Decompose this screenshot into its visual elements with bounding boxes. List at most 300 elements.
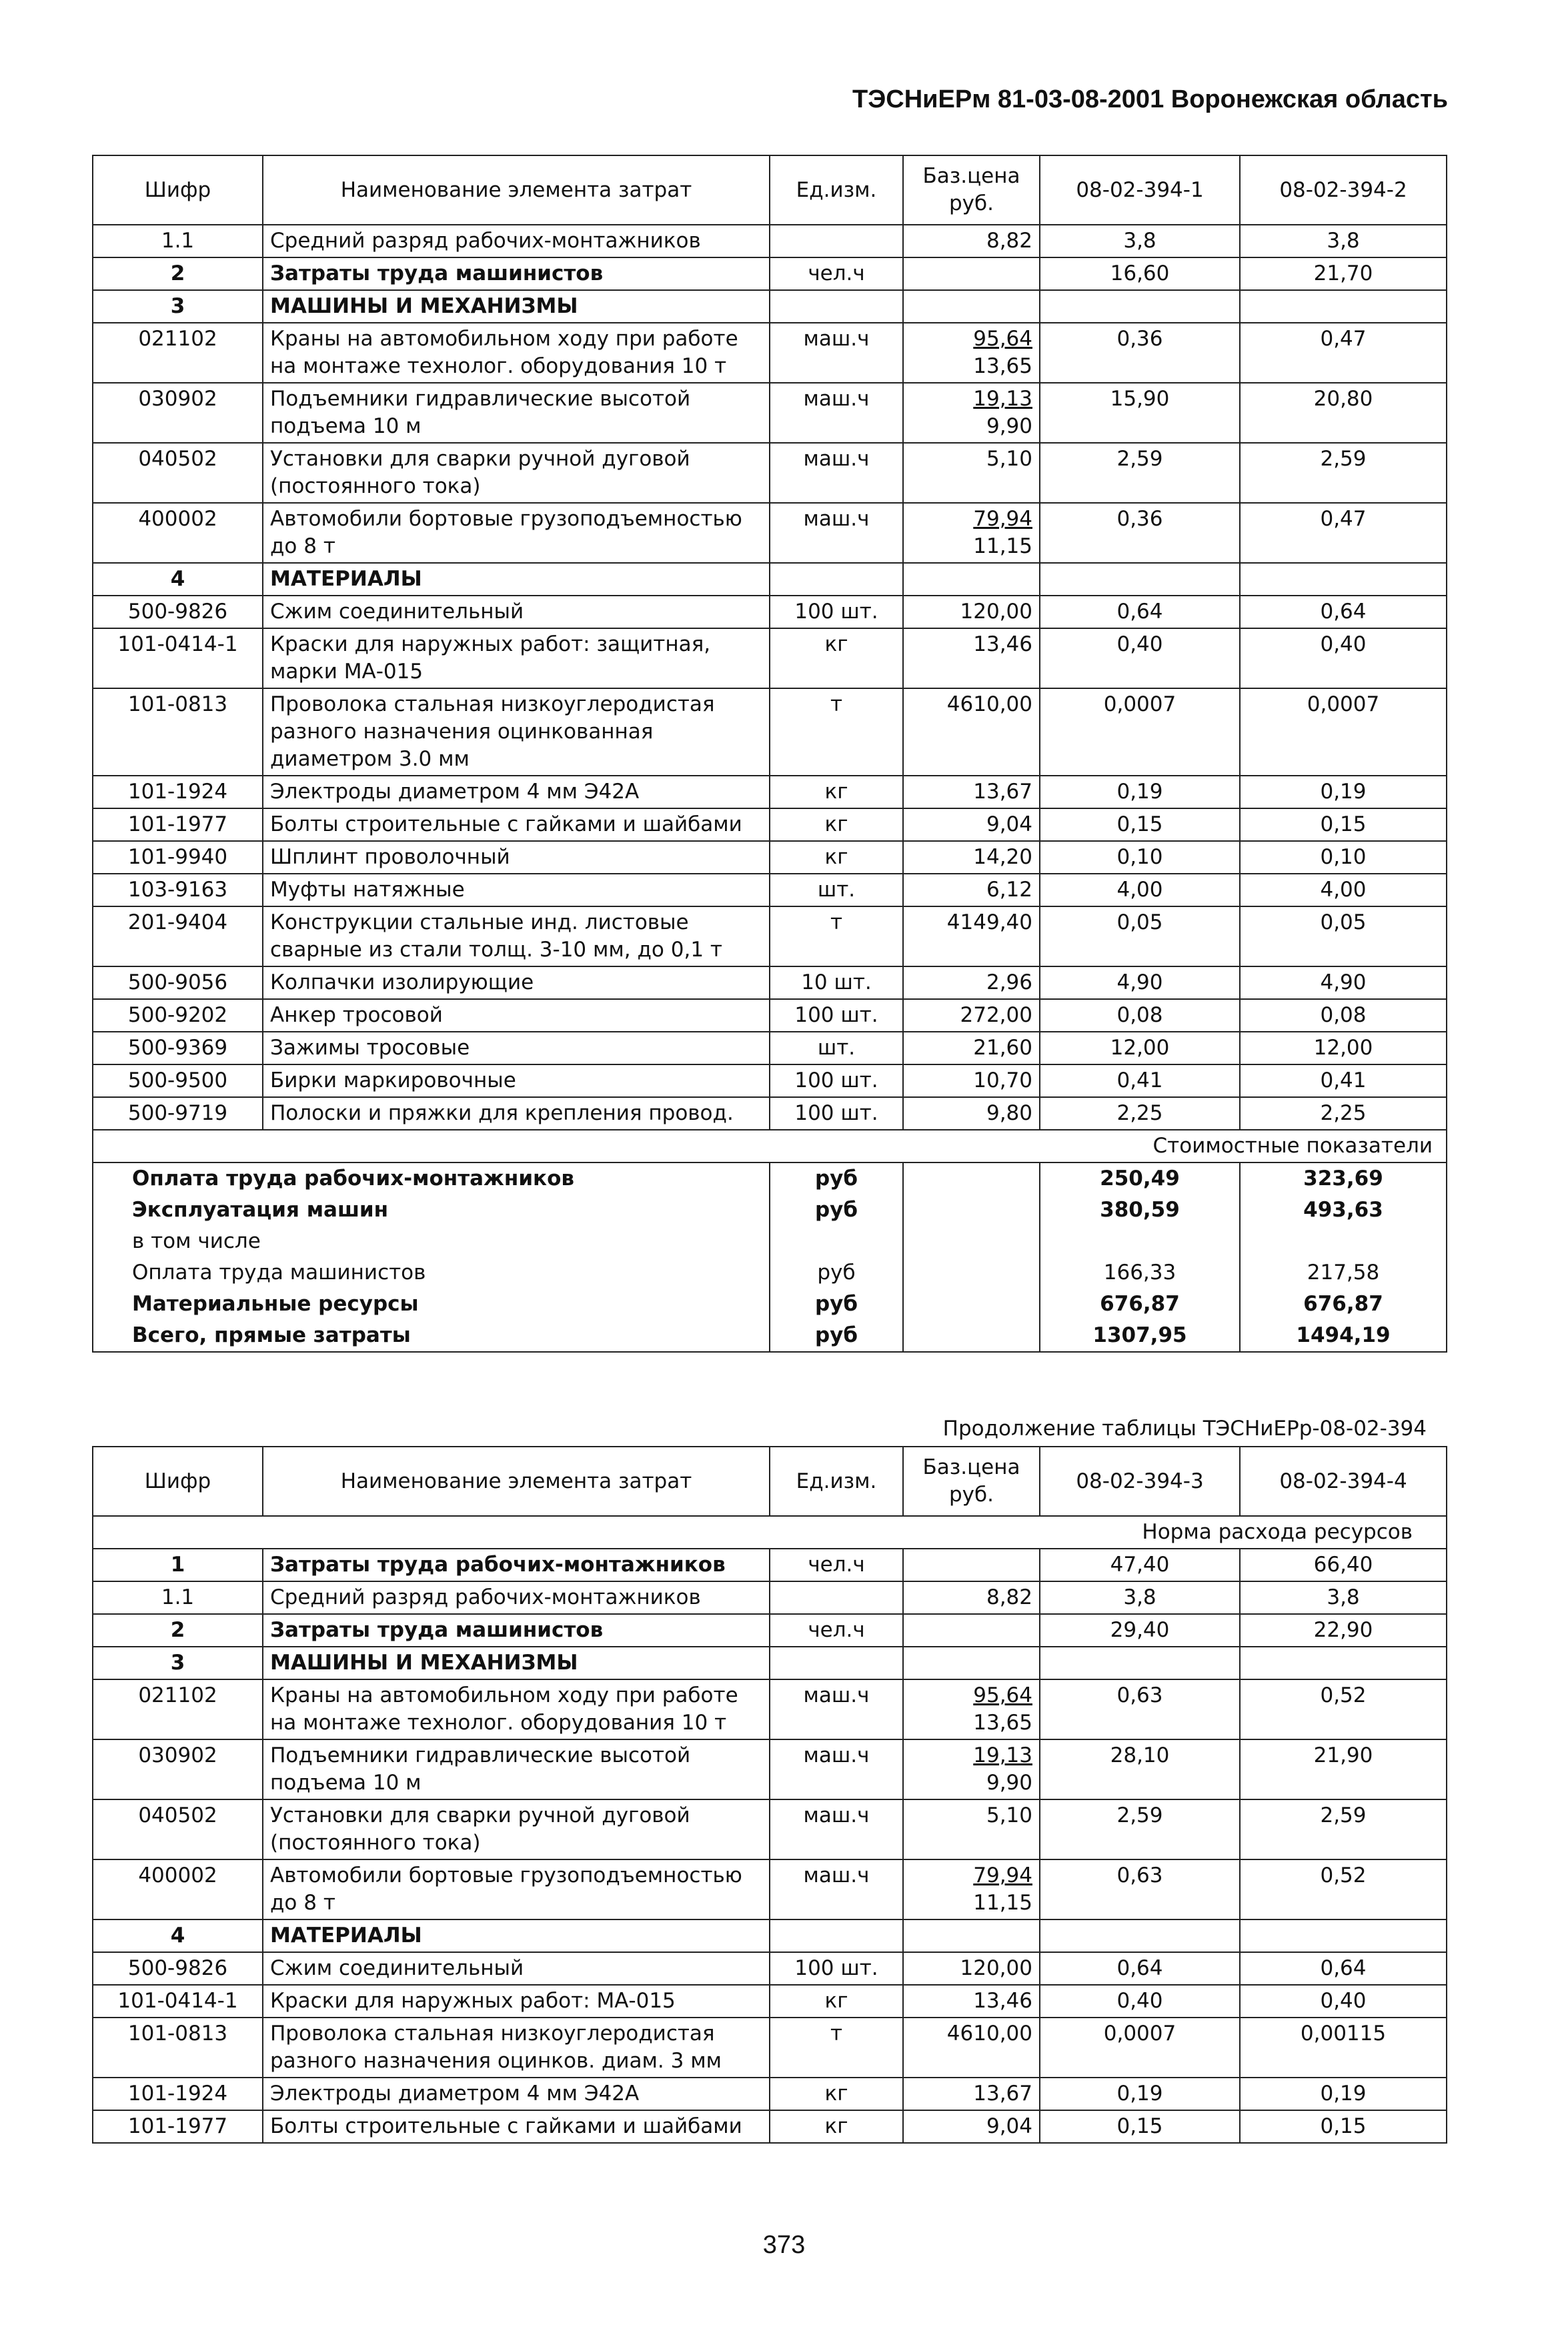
summary-empty: [903, 1320, 1040, 1352]
summary-label: Материальные ресурсы: [93, 1289, 770, 1320]
cell-code: 500-9056: [93, 966, 263, 999]
header-unit: Ед.изм.: [770, 1447, 903, 1516]
cell-unit: маш.ч: [770, 1859, 903, 1919]
cell-name: Полоски и пряжки для крепления провод.: [263, 1097, 770, 1130]
cell-value-b: 0,47: [1240, 503, 1447, 563]
cell-unit: чел.ч: [770, 1614, 903, 1647]
continuation-note: Продолжение таблицы ТЭСНиЕРр-08-02-394: [942, 1417, 1427, 1441]
table-row: [93, 383, 1447, 443]
cell-unit: маш.ч: [770, 1679, 903, 1739]
cell-value-b: 20,80: [1240, 383, 1447, 443]
resource-table-1: [92, 155, 1447, 1353]
cell-price: [903, 1549, 1040, 1581]
cell-price: [903, 1097, 1040, 1130]
table-header-row: [93, 1447, 1447, 1516]
cell-value-a: 0,64: [1040, 1952, 1240, 1985]
section-row: [93, 1647, 1447, 1679]
cell-value-b: [1240, 563, 1447, 596]
summary-value-a: 1307,95: [1040, 1320, 1240, 1352]
cell-code: 4: [93, 1919, 263, 1952]
summary-empty: [903, 1289, 1040, 1320]
cell-price: [903, 1647, 1040, 1679]
cell-name: Автомобили бортовые грузоподъемностью до 8 т: [263, 503, 770, 563]
cell-value-b: 4,00: [1240, 874, 1447, 906]
cell-price: [903, 906, 1040, 966]
cell-value-a: 0,36: [1040, 323, 1240, 383]
cost-label-row: [93, 1130, 1447, 1162]
header-col-a: 08-02-394-1: [1040, 155, 1240, 225]
cell-price: [903, 1952, 1040, 1985]
cell-name: Конструкции стальные инд. листовые сварные из стали толщ. 3-10 мм, до 0,1 т: [263, 906, 770, 966]
summary-label: в том числе: [93, 1226, 770, 1257]
cell-unit: чел.ч: [770, 257, 903, 290]
price-primary: 13,67: [973, 780, 1032, 804]
cell-code: 500-9826: [93, 596, 263, 628]
cell-unit: 100 шт.: [770, 1097, 903, 1130]
cell-price: [903, 874, 1040, 906]
cell-price: [903, 1679, 1040, 1739]
cell-value-b: 2,59: [1240, 1799, 1447, 1859]
header-col-b: 08-02-394-2: [1240, 155, 1447, 225]
cell-price: [903, 1985, 1040, 2018]
summary-value-b: 323,69: [1240, 1162, 1447, 1195]
cell-price: [903, 383, 1040, 443]
cell-unit: [770, 563, 903, 596]
table-row: [93, 966, 1447, 999]
section-row: [93, 563, 1447, 596]
document-header: ТЭСНиЕРм 81-03-08-2001 Воронежская область: [852, 85, 1448, 113]
table-row: [93, 776, 1447, 808]
cell-unit: т: [770, 906, 903, 966]
cell-code: 101-1977: [93, 2110, 263, 2143]
cell-value-a: 3,8: [1040, 225, 1240, 257]
cell-unit: кг: [770, 841, 903, 874]
cell-value-b: 0,52: [1240, 1679, 1447, 1739]
cell-name: МАШИНЫ И МЕХАНИЗМЫ: [263, 1647, 770, 1679]
cell-code: 101-0813: [93, 2018, 263, 2078]
cell-price: [903, 2018, 1040, 2078]
table-row: [93, 596, 1447, 628]
cell-name: Болты строительные с гайками и шайбами: [263, 2110, 770, 2143]
cell-name: Установки для сварки ручной дуговой (постоянного тока): [263, 443, 770, 503]
price-primary: 9,04: [986, 812, 1032, 836]
price-secondary: 13,65: [973, 354, 1032, 378]
cell-value-b: 22,90: [1240, 1614, 1447, 1647]
cell-code: 1.1: [93, 1581, 263, 1614]
cell-price: [903, 966, 1040, 999]
cell-name: Краски для наружных работ: МА-015: [263, 1985, 770, 2018]
cell-unit: шт.: [770, 1032, 903, 1064]
cell-value-b: 66,40: [1240, 1549, 1447, 1581]
price-primary: 4610,00: [946, 692, 1032, 716]
cell-code: 030902: [93, 1739, 263, 1799]
cell-price: [903, 841, 1040, 874]
cell-code: 040502: [93, 1799, 263, 1859]
cell-name: Краски для наружных работ: защитная, марки МА-015: [263, 628, 770, 688]
table-row: [93, 1985, 1447, 2018]
cell-name: Подъемники гидравлические высотой подъема 10 м: [263, 383, 770, 443]
price-primary: 95,64: [973, 1683, 1032, 1707]
cell-name: Зажимы тросовые: [263, 1032, 770, 1064]
cell-value-a: 0,15: [1040, 808, 1240, 841]
table-row: [93, 906, 1447, 966]
cell-code: 400002: [93, 503, 263, 563]
table-row: [93, 443, 1447, 503]
summary-label: Всего, прямые затраты: [93, 1320, 770, 1352]
cell-name: МАШИНЫ И МЕХАНИЗМЫ: [263, 290, 770, 323]
cell-name: МАТЕРИАЛЫ: [263, 563, 770, 596]
cell-value-a: 0,63: [1040, 1859, 1240, 1919]
price-primary: 21,60: [973, 1036, 1032, 1060]
summary-unit: руб: [770, 1195, 903, 1226]
table-row: [93, 1549, 1447, 1581]
norm-label-row: [93, 1516, 1447, 1549]
cell-value-a: 0,0007: [1040, 2018, 1240, 2078]
table-row: [93, 1679, 1447, 1739]
table-row: [93, 2018, 1447, 2078]
price-secondary: 11,15: [973, 1891, 1032, 1915]
table-row: [93, 1739, 1447, 1799]
cell-name: Подъемники гидравлические высотой подъема 10 м: [263, 1739, 770, 1799]
price-primary: 19,13: [973, 387, 1032, 411]
cell-value-a: 0,40: [1040, 628, 1240, 688]
price-primary: 4610,00: [946, 2022, 1032, 2046]
cell-price: [903, 808, 1040, 841]
cell-name: Шплинт проволочный: [263, 841, 770, 874]
cell-code: 101-1977: [93, 808, 263, 841]
cell-value-b: 12,00: [1240, 1032, 1447, 1064]
cell-unit: чел.ч: [770, 1549, 903, 1581]
price-secondary: 13,65: [973, 1711, 1032, 1735]
cell-price: [903, 257, 1040, 290]
cell-code: 1.1: [93, 225, 263, 257]
price-primary: 13,46: [973, 1989, 1032, 2013]
price-primary: 10,70: [973, 1068, 1032, 1092]
cell-value-b: 0,19: [1240, 2078, 1447, 2110]
table-row: [93, 808, 1447, 841]
cell-unit: т: [770, 2018, 903, 2078]
price-primary: 120,00: [960, 1956, 1032, 1980]
cell-name: Проволока стальная низкоуглеродистая разного назначения оцинков. диам. 3 мм: [263, 2018, 770, 2078]
norm-label: Норма расхода ресурсов: [93, 1516, 1447, 1549]
table-row: [93, 2110, 1447, 2143]
cell-price: [903, 1859, 1040, 1919]
cell-value-a: 16,60: [1040, 257, 1240, 290]
cell-name: Краны на автомобильном ходу при работе на монтаже технолог. оборудования 10 т: [263, 323, 770, 383]
cell-code: 103-9163: [93, 874, 263, 906]
page-number: 373: [762, 2231, 806, 2259]
cell-unit: 100 шт.: [770, 596, 903, 628]
cell-value-a: 0,64: [1040, 596, 1240, 628]
cell-unit: маш.ч: [770, 383, 903, 443]
cell-code: 1: [93, 1549, 263, 1581]
cell-code: 040502: [93, 443, 263, 503]
cell-value-a: 0,41: [1040, 1064, 1240, 1097]
cell-code: 101-9940: [93, 841, 263, 874]
price-primary: 9,04: [986, 2114, 1032, 2138]
cell-code: 2: [93, 257, 263, 290]
table-row: [93, 1032, 1447, 1064]
cell-value-b: 21,70: [1240, 257, 1447, 290]
section-row: [93, 1919, 1447, 1952]
cell-value-b: 0,52: [1240, 1859, 1447, 1919]
cell-value-b: 4,90: [1240, 966, 1447, 999]
cell-value-a: 0,40: [1040, 1985, 1240, 2018]
summary-label: Оплата труда машинистов: [93, 1257, 770, 1289]
cell-value-b: 0,0007: [1240, 688, 1447, 776]
cell-value-a: 2,59: [1040, 1799, 1240, 1859]
cell-price: [903, 2078, 1040, 2110]
price-primary: 95,64: [973, 327, 1032, 351]
cell-value-b: 0,10: [1240, 841, 1447, 874]
cell-code: 2: [93, 1614, 263, 1647]
price-primary: 8,82: [986, 229, 1032, 253]
price-primary: 5,10: [986, 1803, 1032, 1827]
cell-unit: маш.ч: [770, 443, 903, 503]
cell-unit: кг: [770, 628, 903, 688]
header-code: Шифр: [93, 155, 263, 225]
cell-value-a: 0,0007: [1040, 688, 1240, 776]
cell-unit: маш.ч: [770, 323, 903, 383]
cell-code: 3: [93, 1647, 263, 1679]
cell-value-a: 0,15: [1040, 2110, 1240, 2143]
summary-unit: руб: [770, 1162, 903, 1195]
cell-name: МАТЕРИАЛЫ: [263, 1919, 770, 1952]
cell-value-a: 0,19: [1040, 2078, 1240, 2110]
cell-unit: 100 шт.: [770, 1064, 903, 1097]
cell-price: [903, 776, 1040, 808]
price-primary: 8,82: [986, 1585, 1032, 1609]
summary-row: [93, 1289, 1447, 1320]
price-primary: 272,00: [960, 1003, 1032, 1027]
cell-price: [903, 1799, 1040, 1859]
header-name: Наименование элемента затрат: [263, 1447, 770, 1516]
header-col-a: 08-02-394-3: [1040, 1447, 1240, 1516]
table-row: [93, 999, 1447, 1032]
table-row: [93, 225, 1447, 257]
cell-value-b: 0,00115: [1240, 2018, 1447, 2078]
cell-value-b: 3,8: [1240, 225, 1447, 257]
cell-unit: кг: [770, 808, 903, 841]
cell-name: Проволока стальная низкоуглеродистая разного назначения оцинкованная диаметром 3.0 мм: [263, 688, 770, 776]
price-primary: 4149,40: [946, 910, 1032, 934]
table-row: [93, 874, 1447, 906]
cell-value-a: 12,00: [1040, 1032, 1240, 1064]
cell-code: 101-0414-1: [93, 628, 263, 688]
cell-unit: [770, 1919, 903, 1952]
price-primary: 9,80: [986, 1101, 1032, 1125]
cell-value-a: 4,90: [1040, 966, 1240, 999]
price-primary: 13,46: [973, 632, 1032, 656]
cell-value-b: 0,40: [1240, 1985, 1447, 2018]
summary-unit: руб: [770, 1289, 903, 1320]
cell-code: 400002: [93, 1859, 263, 1919]
cell-name: Сжим соединительный: [263, 1952, 770, 1985]
cell-unit: маш.ч: [770, 503, 903, 563]
cell-value-a: 3,8: [1040, 1581, 1240, 1614]
price-primary: 13,67: [973, 2082, 1032, 2106]
cell-name: Краны на автомобильном ходу при работе на монтаже технолог. оборудования 10 т: [263, 1679, 770, 1739]
cell-value-a: 47,40: [1040, 1549, 1240, 1581]
cell-value-b: 0,19: [1240, 776, 1447, 808]
cell-value-a: [1040, 290, 1240, 323]
cell-value-b: 21,90: [1240, 1739, 1447, 1799]
summary-row: [93, 1162, 1447, 1195]
cell-unit: [770, 1581, 903, 1614]
summary-value-b: 676,87: [1240, 1289, 1447, 1320]
cell-code: 021102: [93, 323, 263, 383]
cell-price: [903, 596, 1040, 628]
summary-empty: [903, 1257, 1040, 1289]
summary-empty: [903, 1226, 1040, 1257]
cell-code: 500-9719: [93, 1097, 263, 1130]
price-primary: 14,20: [973, 845, 1032, 869]
summary-unit: руб: [770, 1257, 903, 1289]
cell-name: Затраты труда машинистов: [263, 1614, 770, 1647]
cell-value-a: 0,08: [1040, 999, 1240, 1032]
cell-value-b: 0,15: [1240, 2110, 1447, 2143]
cell-name: Колпачки изолирующие: [263, 966, 770, 999]
cell-name: Средний разряд рабочих-монтажников: [263, 225, 770, 257]
resource-table-2: [92, 1446, 1447, 2144]
header-col-b: 08-02-394-4: [1240, 1447, 1447, 1516]
table-header-row: [93, 155, 1447, 225]
summary-label: Оплата труда рабочих-монтажников: [93, 1162, 770, 1195]
cost-label: Стоимостные показатели: [93, 1130, 1447, 1162]
cell-value-a: 2,25: [1040, 1097, 1240, 1130]
cell-price: [903, 323, 1040, 383]
header-name: Наименование элемента затрат: [263, 155, 770, 225]
cell-value-b: 0,05: [1240, 906, 1447, 966]
summary-row: [93, 1257, 1447, 1289]
cell-unit: кг: [770, 2110, 903, 2143]
cell-unit: [770, 1647, 903, 1679]
summary-label: Эксплуатация машин: [93, 1195, 770, 1226]
table-row: [93, 688, 1447, 776]
cell-unit: маш.ч: [770, 1799, 903, 1859]
cell-price: [903, 443, 1040, 503]
cell-value-a: 29,40: [1040, 1614, 1240, 1647]
cell-code: 500-9369: [93, 1032, 263, 1064]
cell-name: Сжим соединительный: [263, 596, 770, 628]
header-code: Шифр: [93, 1447, 263, 1516]
cell-value-b: 0,08: [1240, 999, 1447, 1032]
header-price: Баз.цена руб.: [903, 155, 1040, 225]
cell-code: 030902: [93, 383, 263, 443]
cell-value-a: 0,05: [1040, 906, 1240, 966]
cell-price: [903, 1614, 1040, 1647]
cell-unit: маш.ч: [770, 1739, 903, 1799]
cell-name: Электроды диаметром 4 мм Э42А: [263, 2078, 770, 2110]
cell-value-a: [1040, 1919, 1240, 1952]
cell-code: 500-9202: [93, 999, 263, 1032]
cell-code: 101-0813: [93, 688, 263, 776]
cell-value-a: 28,10: [1040, 1739, 1240, 1799]
cell-value-a: 0,19: [1040, 776, 1240, 808]
summary-empty: [903, 1162, 1040, 1195]
cell-price: [903, 1739, 1040, 1799]
price-primary: 120,00: [960, 600, 1032, 624]
table-row: [93, 1581, 1447, 1614]
cell-name: Бирки маркировочные: [263, 1064, 770, 1097]
cell-unit: 100 шт.: [770, 999, 903, 1032]
summary-value-a: 166,33: [1040, 1257, 1240, 1289]
cell-name: Болты строительные с гайками и шайбами: [263, 808, 770, 841]
table-row: [93, 841, 1447, 874]
cell-value-b: 0,15: [1240, 808, 1447, 841]
cell-value-b: [1240, 1647, 1447, 1679]
summary-value-a: [1040, 1226, 1240, 1257]
cell-price: [903, 1032, 1040, 1064]
cell-unit: 10 шт.: [770, 966, 903, 999]
cell-value-b: 3,8: [1240, 1581, 1447, 1614]
cell-value-b: [1240, 1919, 1447, 1952]
table-row: [93, 503, 1447, 563]
cell-value-a: 15,90: [1040, 383, 1240, 443]
summary-value-b: 1494,19: [1240, 1320, 1447, 1352]
cell-name: Муфты натяжные: [263, 874, 770, 906]
summary-row: [93, 1195, 1447, 1226]
table-row: [93, 1097, 1447, 1130]
cell-price: [903, 563, 1040, 596]
table-row: [93, 2078, 1447, 2110]
cell-name: Средний разряд рабочих-монтажников: [263, 1581, 770, 1614]
header-price: Баз.цена руб.: [903, 1447, 1040, 1516]
cell-price: [903, 999, 1040, 1032]
price-primary: 5,10: [986, 447, 1032, 471]
cell-unit: шт.: [770, 874, 903, 906]
cell-price: [903, 225, 1040, 257]
cell-price: [903, 688, 1040, 776]
cell-unit: 100 шт.: [770, 1952, 903, 1985]
cell-value-a: 0,63: [1040, 1679, 1240, 1739]
cell-code: 3: [93, 290, 263, 323]
table-row: [93, 1799, 1447, 1859]
summary-row: [93, 1226, 1447, 1257]
cell-price: [903, 1919, 1040, 1952]
summary-unit: [770, 1226, 903, 1257]
cell-price: [903, 1064, 1040, 1097]
cell-unit: [770, 290, 903, 323]
cell-name: Установки для сварки ручной дуговой (постоянного тока): [263, 1799, 770, 1859]
cell-unit: т: [770, 688, 903, 776]
cell-name: Электроды диаметром 4 мм Э42А: [263, 776, 770, 808]
cell-value-a: 0,10: [1040, 841, 1240, 874]
cell-value-b: 0,47: [1240, 323, 1447, 383]
summary-value-a: 380,59: [1040, 1195, 1240, 1226]
cell-name: Затраты труда машинистов: [263, 257, 770, 290]
summary-value-a: 676,87: [1040, 1289, 1240, 1320]
cell-value-a: [1040, 1647, 1240, 1679]
summary-row: [93, 1320, 1447, 1352]
price-primary: 19,13: [973, 1743, 1032, 1767]
cell-name: Затраты труда рабочих-монтажников: [263, 1549, 770, 1581]
header-unit: Ед.изм.: [770, 155, 903, 225]
price-primary: 2,96: [986, 970, 1032, 994]
price-primary: 6,12: [986, 878, 1032, 902]
cell-unit: кг: [770, 2078, 903, 2110]
table-row: [93, 323, 1447, 383]
table-row: [93, 1952, 1447, 1985]
cell-name: Анкер тросовой: [263, 999, 770, 1032]
table-row: [93, 628, 1447, 688]
cell-price: [903, 503, 1040, 563]
cell-value-b: 2,25: [1240, 1097, 1447, 1130]
cell-unit: [770, 225, 903, 257]
cell-name: Автомобили бортовые грузоподъемностью до 8 т: [263, 1859, 770, 1919]
cell-code: 101-1924: [93, 776, 263, 808]
cell-price: [903, 2110, 1040, 2143]
